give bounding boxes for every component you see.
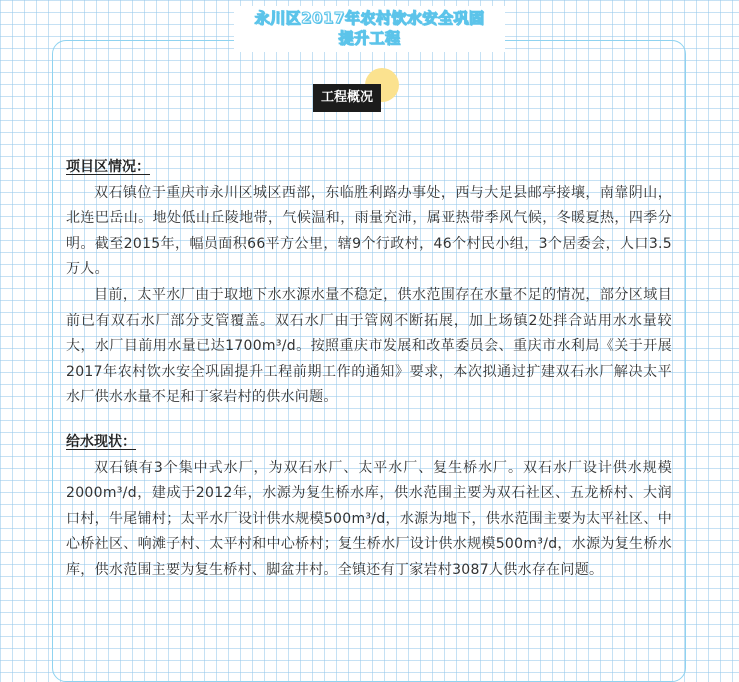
page-title-line-1: 永川区2017年农村饮水安全巩固 (254, 9, 485, 27)
section-badge (313, 68, 381, 112)
section-heading-project-area: 项目区情况： (66, 159, 150, 175)
article-body (66, 155, 672, 584)
page-title (234, 6, 505, 52)
badge-label: 工程概况 (313, 84, 381, 112)
paragraph-project-area-2: 目前，太平水厂由于取地下水水源水量不稳定，供水范围存在水量不足的情况，部分区域目前已有双石水厂部分支管覆盖。双石水厂由于管网不断拓展，加上场镇2处拌合站用水水量较大，水厂目前用水量已达1700m³/d。按照重庆市发展和改革委员会、重庆市水利局《关于开展2017年农村饮水安全巩固提升工程前期工作的通知》要求，本次拟通过扩建双石水厂解决太平水厂供水水量不足和丁家岩村的供水问题。 (66, 286, 672, 406)
paragraph-water-supply-1: 双石镇有3个集中式水厂，为双石水厂、太平水厂、复生桥水厂。双石水厂设计供水规模2000m³/d，建成于2012年，水源为复生桥水库，供水范围主要为双石社区、五龙桥村、大润口村，牛尾铺村；太平水厂设计供水规模500m³/d，水源为地下，供水范围主要为太平社区、中心桥社区、响滩子村、太平村和中心桥村；复生桥水厂设计供水规模500m³/d，水源为复生桥水库，供水范围主要为复生桥村、脚盆井村。全镇还有丁家岩村3087人供水存在问题。 (66, 459, 672, 578)
page-title-line-2: 提升工程 (338, 29, 401, 47)
section-heading-water-supply: 给水现状： (66, 433, 136, 450)
paragraph-project-area-1: 双石镇位于重庆市永川区城区西部，东临胜利路办事处，西与大足县邮亭接壤，南靠阴山，北连巴岳山。地处低山丘陵地带，气候温和，雨量充沛，属亚热带季风气候，冬暖夏热，四季分明。截至2015年，幅员面积66平方公里，辖9个行政村，46个村民小组，3个居委会，人口3.5万人。 (66, 184, 672, 278)
